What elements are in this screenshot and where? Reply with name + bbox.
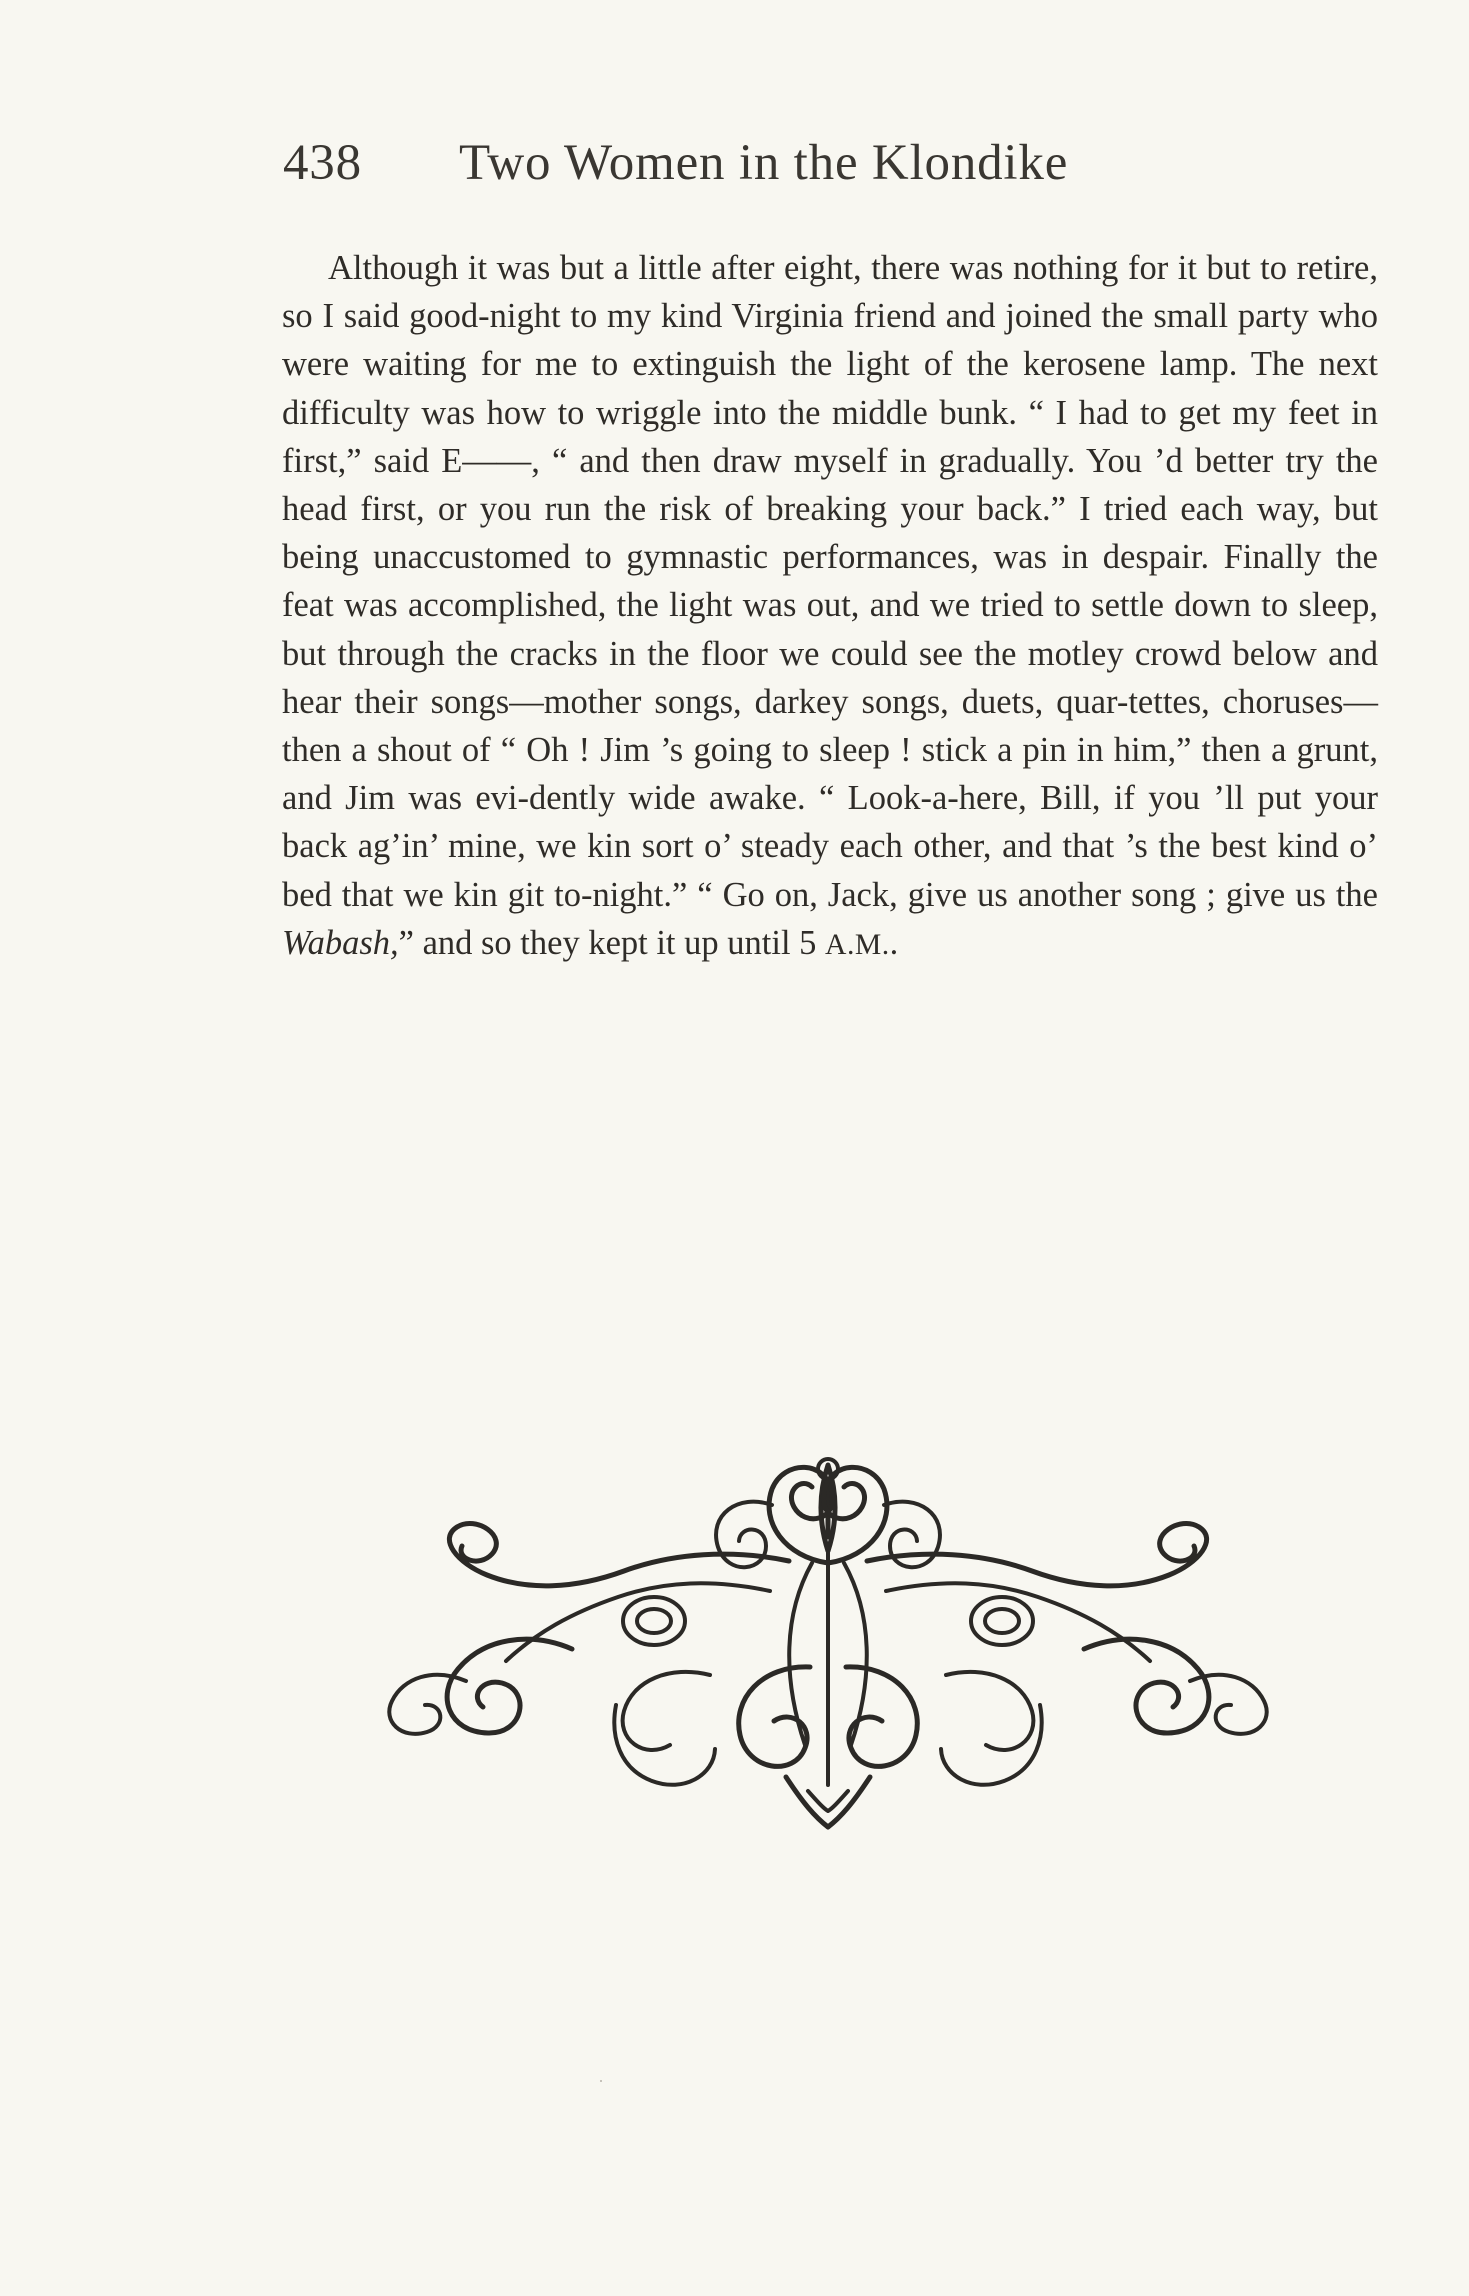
italic-song-title: Wabash, (282, 923, 399, 962)
paragraph (282, 244, 1378, 969)
ornamental-scroll-tailpiece-icon (380, 1445, 1280, 1840)
page-number: 438 (283, 135, 362, 191)
body-text (282, 244, 1378, 969)
running-title: Two Women in the Klondike (459, 135, 1069, 191)
paragraph-final-period: . (889, 923, 899, 962)
page-header (283, 128, 1283, 198)
time-small-caps: A.M. (825, 928, 890, 961)
paragraph-text-before-italic: Although it was but a little after eight, there was nothing for it but to retire, so I said good-night to my kind Virginia friend and joined the small party who were waiting for me to extinguish the light of the kerosene lamp. The next difficulty was how to wriggle into the middle bunk. “ I had to get my feet in first,” said E——, “ and then draw myself in gradually. You ’d better try the head first, or you run the risk of breaking your back.” I tried each way, but being unaccustomed to gymnastic performances, was in despair. Finally the feat was accomplished, the light was out, and we tried to settle down to sleep, but through the cracks in the floor we could see the motley crowd below and hear their songs—mother songs, darkey songs, duets, quar-tettes, choruses—then a shout of “ Oh ! Jim ’s going to sleep ! stick a pin in him,” then a grunt, and Jim was evi-dently wide awake. “ Look-a-here, Bill, if you ’ll put your back ag’in’ mine, we kin sort o’ steady each other, and that ’s the best kind o’ bed that we kin git to-night.” “ Go on, Jack, give us another song ; give us the (282, 249, 1378, 914)
paragraph-text-after-italic: ” and so they kept it up until 5 (398, 923, 826, 962)
paper-speck (600, 2080, 602, 2082)
